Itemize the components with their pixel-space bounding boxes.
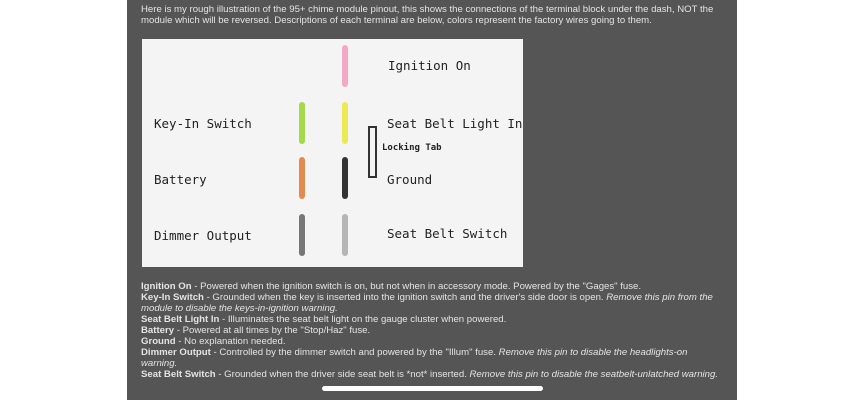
pin-label-dimmer-output: Dimmer Output <box>154 228 252 243</box>
desc-row <box>141 281 726 292</box>
pin-ground <box>342 157 348 199</box>
desc-row <box>141 314 726 325</box>
pin-label-battery: Battery <box>154 172 207 187</box>
desc-text: - Grounded when the key is inserted into the ignition switch and the driver's side door is open. <box>203 292 607 303</box>
terminal-descriptions <box>141 281 726 380</box>
desc-term: Dimmer Output <box>141 347 211 358</box>
pin-battery <box>299 157 305 199</box>
desc-term: Key-In Switch <box>141 292 204 303</box>
desc-text: - Controlled by the dimmer switch and powered by the "Illum" fuse. <box>210 347 499 358</box>
desc-term: Battery <box>141 325 175 336</box>
intro-text: Here is my rough illustration of the 95+ chime module pinout, this shows the connections of the terminal block under the dash, NOT the module which will be reversed. Descriptions of each terminal are below, colors represent the factory wires going to them. <box>141 4 714 26</box>
pin-label-ground: Ground <box>387 172 433 187</box>
home-indicator-bar[interactable] <box>322 386 543 391</box>
pin-label-key-in-switch: Key-In Switch <box>154 116 252 131</box>
locking-tab-label: Locking Tab <box>382 143 442 153</box>
pin-seat-belt-light-in <box>342 102 348 144</box>
pin-label-ignition-on: Ignition On <box>388 58 471 73</box>
desc-text: - Grounded when the driver side seat belt is *not* inserted. <box>215 369 470 380</box>
content-panel <box>127 0 737 400</box>
desc-text: - Powered when the ignition switch is on, but not when in accessory mode. Powered by the "Gages" fuse. <box>191 281 642 292</box>
pin-dimmer-output <box>299 214 305 256</box>
desc-term: Seat Belt Light In <box>141 314 220 325</box>
pin-seat-belt-switch <box>342 214 348 256</box>
desc-note: Remove this pin to disable the seatbelt-unlatched warning. <box>469 369 719 380</box>
pinout-diagram <box>142 39 523 267</box>
desc-note: Remove this pin from the module to disable the keys-in-ignition warning. <box>141 292 713 314</box>
pin-label-seat-belt-switch: Seat Belt Switch <box>387 226 508 241</box>
desc-row <box>141 347 726 369</box>
desc-row <box>141 336 726 347</box>
desc-row <box>141 292 726 314</box>
desc-text: - No explanation needed. <box>175 336 286 347</box>
pin-ignition-on <box>342 45 348 87</box>
desc-row <box>141 325 726 336</box>
desc-term: Ignition On <box>141 281 192 292</box>
locking-tab <box>368 126 377 178</box>
pin-label-seat-belt-light-in: Seat Belt Light In <box>387 116 523 131</box>
desc-row <box>141 369 726 380</box>
desc-text: - Illuminates the seat belt light on the gauge cluster when powered. <box>219 314 507 325</box>
desc-note: Remove this pin to disable the headlights-on warning. <box>141 347 688 369</box>
pin-key-in-switch <box>299 102 305 144</box>
desc-text: - Powered at all times by the "Stop/Haz" fuse. <box>174 325 371 336</box>
desc-term: Seat Belt Switch <box>141 369 216 380</box>
desc-term: Ground <box>141 336 176 347</box>
